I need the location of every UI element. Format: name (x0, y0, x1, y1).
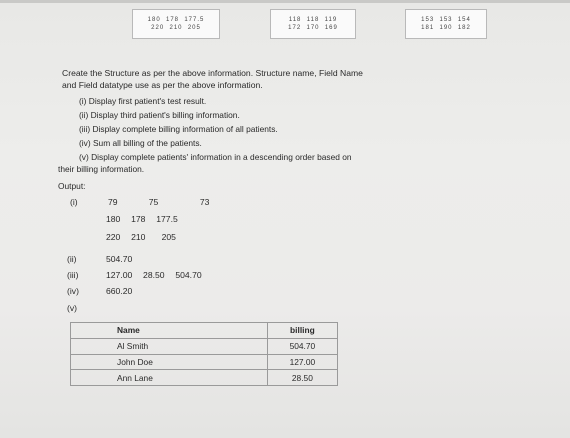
mini-table-row: 172 170 169 (288, 25, 338, 31)
task-ii: (ii) Display third patient's billing information. (79, 110, 240, 120)
output-iv-label: (iv) (67, 286, 79, 296)
task-v: (v) Display complete patients' information in a descending order based on (79, 152, 352, 162)
output-v-label: (v) (67, 303, 78, 313)
mini-table-1 (132, 9, 220, 39)
output-label: Output: (58, 181, 86, 191)
cell-name: Al Smith (71, 338, 268, 354)
output-iv-value: 660.20 (106, 286, 133, 296)
cell-name: Ann Lane (71, 370, 268, 386)
billing-table (70, 322, 338, 386)
mini-table-row: 181 190 182 (421, 25, 471, 31)
task-v-continued: their billing information. (58, 164, 145, 174)
header-billing: billing (267, 323, 337, 339)
cell-billing: 127.00 (267, 354, 337, 370)
cell-billing: 28.50 (267, 370, 337, 386)
cell-name: John Doe (71, 354, 268, 370)
table-header-row (71, 323, 338, 339)
output-i-row-1: 79 75 73 (108, 197, 210, 207)
task-i: (i) Display first patient's test result. (79, 96, 207, 106)
mini-table-row: 153 153 154 (421, 17, 471, 23)
instruction-line-2: and Field datatype use as per the above information. (62, 80, 263, 90)
output-i-row-2: 180 178 177.5 (106, 214, 178, 224)
header-name: Name (71, 323, 268, 339)
output-ii-value: 504.70 (106, 254, 133, 264)
instruction-line-1: Create the Structure as per the above information. Structure name, Field Name (62, 68, 363, 78)
mini-table-2 (270, 9, 356, 39)
output-i-label: (i) (70, 197, 78, 207)
output-ii-label: (ii) (67, 254, 77, 264)
output-iii-value: 127.00 28.50 504.70 (106, 270, 202, 280)
top-strip (0, 0, 570, 3)
output-i-row-3: 220 210 205 (106, 232, 176, 242)
mini-table-row: 180 178 177.5 (147, 17, 205, 23)
cell-billing: 504.70 (267, 338, 337, 354)
mini-table-3 (405, 9, 487, 39)
table-row (71, 338, 338, 354)
mini-table-row: 220 210 205 (151, 25, 201, 31)
task-iv: (iv) Sum all billing of the patients. (79, 138, 202, 148)
mini-table-row: 118 118 119 (288, 17, 338, 23)
table-row (71, 354, 338, 370)
task-iii: (iii) Display complete billing information of all patients. (79, 124, 278, 134)
table-row (71, 370, 338, 386)
output-iii-label: (iii) (67, 270, 79, 280)
